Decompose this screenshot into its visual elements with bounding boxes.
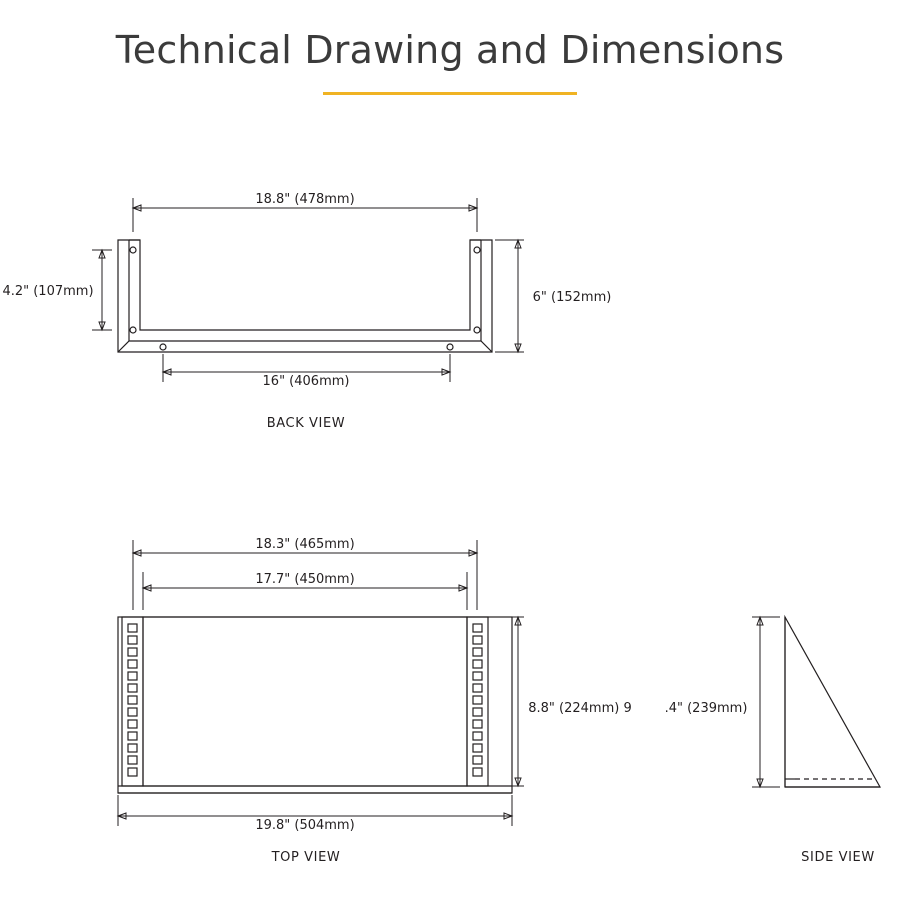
page-title: Technical Drawing and Dimensions [115,28,785,72]
top-view-part [118,617,512,793]
back-view-bottom-width-dimension [163,354,450,389]
top-view-bottom-width-dimension [118,795,512,833]
back-view-caption: BACK VIEW [266,416,346,431]
back-top-width-label: 18.8" (478mm) [255,192,355,207]
top-inner-width-label: 17.7" (450mm) [255,572,355,587]
top-view-inner-width-dimension [143,572,467,610]
back-left-height-label: 4.2" (107mm) [2,284,94,299]
back-view-top-width-dimension [133,192,477,232]
side-view-caption: SIDE VIEW [801,850,875,865]
back-view-right-height-dimension [495,240,611,352]
side-view-height-dimension [665,617,780,787]
top-view-right-height-dimension [490,617,632,786]
top-view-caption: TOP VIEW [271,850,341,865]
back-right-height-label: 6" (152mm) [532,290,612,305]
back-view-left-height-dimension [2,250,112,330]
top-right-height-label: 8.8" (224mm) 9 [528,701,632,716]
side-view-part [785,617,880,787]
back-view-part [118,240,492,352]
top-outer-width-label: 18.3" (465mm) [255,537,355,552]
back-bottom-width-label: 16" (406mm) [262,374,350,389]
side-height-label: .4" (239mm) [664,701,748,716]
top-bottom-width-label: 19.8" (504mm) [255,818,355,833]
